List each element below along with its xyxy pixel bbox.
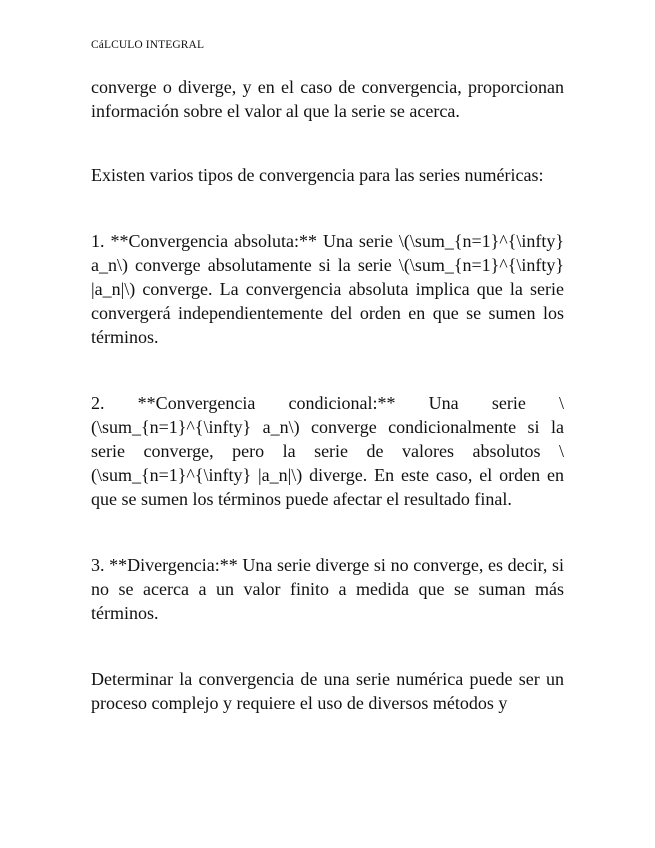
paragraph-determining-convergence: Determinar la convergencia de una serie numérica puede ser un proceso complejo y requiere el uso de diversos métodos y [91,669,564,713]
body-text [91,75,564,715]
paragraph-convergence-intro: converge o diverge, y en el caso de convergencia, proporcionan información sobre el valor al que la serie se acerca. [91,77,564,121]
list-item-absolute-convergence: 1. **Convergencia absoluta:** Una serie \(\sum_{n=1}^{\infty} a_n\) converge absolutamente si la serie \(\sum_{n=1}^{\infty} |a_n|\) converge. La convergencia absoluta implica que la serie convergerá independientemente del orden en que se sumen los términos. [91,231,564,347]
running-header: CáLCULO INTEGRAL [91,39,205,51]
list-item-conditional-convergence: 2. **Convergencia condicional:** Una serie \(\sum_{n=1}^{\infty} a_n\) converge condicionalmente si la serie converge, pero la serie de valores absolutos \(\sum_{n=1}^{\infty} |a_n|\) diverge. En este caso, el orden en que se sumen los términos puede afectar el resultado final. [91,393,564,509]
paragraph-types-intro: Existen varios tipos de convergencia para las series numéricas: [91,165,544,185]
list-item-divergence: 3. **Divergencia:** Una serie diverge si no converge, es decir, si no se acerca a un valor finito a medida que se suman más términos. [91,555,564,623]
